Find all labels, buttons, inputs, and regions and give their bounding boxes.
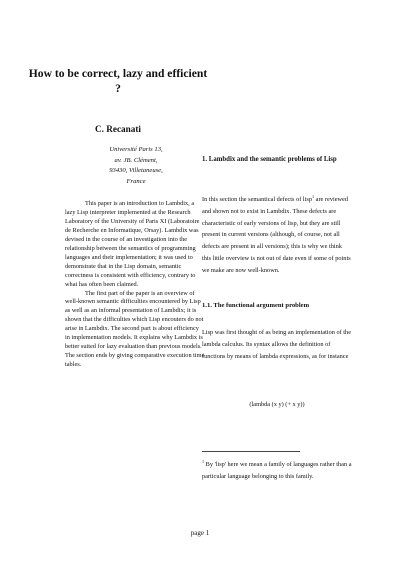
footnote-divider (202, 451, 300, 452)
paragraph-text: In this section the semantical defects of lisp (202, 196, 312, 203)
footnote-text: By 'lisp' here we mean a family of languages rather than a particular language belonging to this family. (202, 461, 352, 480)
abstract (65, 200, 205, 370)
subsection-heading: 1.1. The functional argument problem (202, 302, 310, 309)
paragraph-text: are reviewed and shown not to exist in Lambdix. These defects are characteristic of early versions of lisp, but they are still present in current versions (although, of course, not all defects are present in all versions); this is why we think this little overview is not out of date even if some of points we make are now well-known. (202, 196, 351, 274)
affiliation-line: Université Paris 13, (109, 146, 163, 153)
code-example: (lambda (x y) (+ x y)) (249, 401, 305, 408)
affiliation-line: av. JB. Clément, (114, 156, 158, 164)
affiliation-line: France (126, 177, 146, 185)
affiliation-line: 93430, Villetaneuse, (109, 167, 163, 174)
paper-title: How to be correct, lazy and efficient ? (28, 67, 208, 95)
section-heading: 1. Lambdix and the semantic problems of Lisp (202, 156, 337, 163)
footnote-reference: 1 (312, 193, 315, 199)
page-number: page 1 (190, 529, 210, 537)
abstract-paragraph: This paper is an introduction to Lambdix, a lazy Lisp interpreter implemented at the Research Laboratory of the University of Paris XI (Laboratoire de Recherche en Informatique, Orsay). Lambdix was devised in the course of an investigation into the relationship between the semantics of programming languages and their implementation; it was used to demonstrate that in the Lisp domain, semantic correctness is consistent with efficiency, contrary to what has often been claimed. (65, 200, 200, 288)
subsection-paragraph: Lisp was first thought of as being an implementation of the lambda calculus. Its syntax allows the definition of functions by means of lambda expressions, as for instance (202, 329, 351, 360)
footnote-mark: 1 (202, 458, 205, 464)
author-affiliation (76, 145, 196, 187)
section-paragraph (202, 194, 352, 277)
author-name: C. Recanati (95, 124, 141, 134)
abstract-paragraph: The first part of the paper is an overview of well-known semantic difficulties encountered by Lisp as well as an informal presentation of Lambdix; it is shown that the difficulties which Lisp encouters do not arise in Lambdix. The second part is about efficiency in implementation models. It explains why Lambdix is better suited for lazy evaluation than previous models. The section ends by giving comparative execution time tables. (65, 289, 205, 369)
footnote (202, 459, 352, 483)
